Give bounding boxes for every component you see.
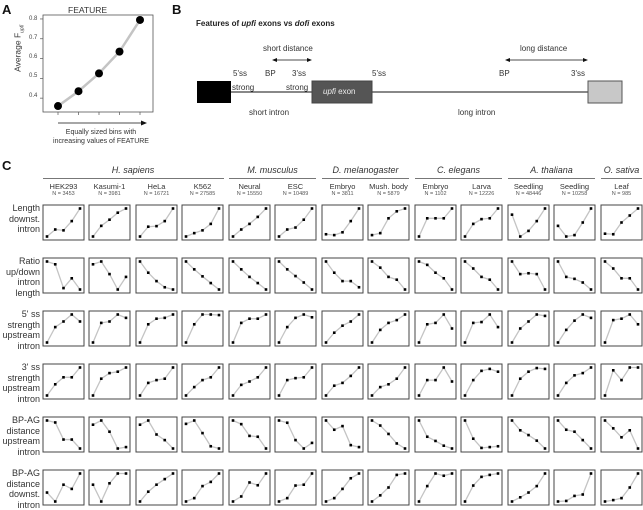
- xlabel-line1: Equally sized bins with: [40, 128, 162, 137]
- exon-upfi-em: upfi: [323, 87, 336, 96]
- mini-plot: [461, 311, 502, 346]
- mini-plot: [554, 311, 595, 346]
- column-n-count: N = 48446: [505, 191, 553, 198]
- row-label-line: strength: [0, 320, 40, 331]
- mini-plot: [275, 311, 316, 346]
- row-label-line: intron: [0, 447, 40, 458]
- ylabel-subscript: upfi: [19, 25, 25, 33]
- column-name: Embryo: [412, 182, 460, 191]
- mini-plot: [229, 470, 270, 505]
- mini-plot: [182, 258, 223, 293]
- exon-label-text: exon: [336, 87, 356, 96]
- mini-plot: [461, 205, 502, 240]
- ytick-2: 0.6: [29, 54, 37, 60]
- short-intron-label: short intron: [249, 108, 289, 117]
- panel-a-title: FEATURE: [68, 5, 107, 15]
- column-n-count: N = 3981: [86, 191, 134, 198]
- mini-plot: [554, 258, 595, 293]
- ss5-right-label: 5'ss: [372, 69, 386, 78]
- row-label-line: 3' ss: [0, 362, 40, 373]
- short-distance-label: short distance: [263, 44, 313, 53]
- ytick-4: 0.4: [29, 93, 37, 99]
- ytick-3: 0.5: [29, 73, 37, 79]
- mini-plot: [229, 364, 270, 399]
- species-o-sativa: O. sativa: [601, 165, 642, 175]
- long-intron-label: long intron: [458, 108, 495, 117]
- mini-plot: [461, 470, 502, 505]
- row-label-line: upstream: [0, 383, 40, 394]
- mini-plot: [601, 417, 642, 452]
- row-label-line: intron: [0, 394, 40, 405]
- ytick-0: 0.8: [29, 16, 37, 22]
- mini-plot: [89, 364, 130, 399]
- mini-plot: [508, 417, 549, 452]
- mini-plot: [89, 258, 130, 293]
- row-label-line: 5' ss: [0, 309, 40, 320]
- column-name: Larva: [458, 182, 506, 191]
- mini-plot: [508, 470, 549, 505]
- mini-plot: [43, 205, 84, 240]
- row-label-line: upstream: [0, 330, 40, 341]
- mini-plot: [508, 311, 549, 346]
- row-label-line: intron: [0, 341, 40, 352]
- column-n-count: N = 16721: [133, 191, 181, 198]
- column-name: HeLa: [133, 182, 181, 191]
- mini-plot: [322, 417, 363, 452]
- mini-plot: [415, 470, 456, 505]
- mini-plot: [601, 258, 642, 293]
- mini-plot: [136, 258, 177, 293]
- mini-plot: [275, 364, 316, 399]
- row-label-line: up/down: [0, 267, 40, 278]
- mini-plot: [229, 311, 270, 346]
- title-mid: exons vs: [256, 19, 295, 28]
- mini-plot: [322, 205, 363, 240]
- mini-plot: [182, 364, 223, 399]
- ss3-right-label: 3'ss: [571, 69, 585, 78]
- mini-plot: [182, 417, 223, 452]
- mini-plot: [89, 417, 130, 452]
- column-n-count: N = 985: [598, 191, 643, 198]
- row-label-line: distance: [0, 426, 40, 437]
- mini-plot: [275, 470, 316, 505]
- ss5-left-label: 5'ss: [233, 69, 247, 78]
- column-name: Kasumi-1: [86, 182, 134, 191]
- mini-plot: [322, 364, 363, 399]
- mini-plot: [43, 364, 84, 399]
- strong-label-2: strong: [286, 83, 308, 92]
- panel-b-label: B: [172, 2, 181, 17]
- mini-plot: [275, 417, 316, 452]
- title-upfi: upfi: [241, 19, 256, 28]
- mini-plot: [43, 258, 84, 293]
- row-label-line: intron: [0, 277, 40, 288]
- row-label-line: Length: [0, 203, 40, 214]
- title-suffix: exons: [309, 19, 334, 28]
- row-label-line: length: [0, 288, 40, 299]
- bp-left-label: BP: [265, 69, 276, 78]
- mini-plot: [136, 205, 177, 240]
- mini-plot: [43, 470, 84, 505]
- mini-plot: [182, 311, 223, 346]
- strong-label-1: strong: [232, 83, 254, 92]
- column-n-count: N = 10489: [272, 191, 320, 198]
- mini-plot: [415, 258, 456, 293]
- row-label-line: intron: [0, 224, 40, 235]
- mini-plot: [368, 311, 409, 346]
- column-n-count: N = 1102: [412, 191, 460, 198]
- column-n-count: N = 10258: [551, 191, 599, 198]
- species-c-elegans: C. elegans: [415, 165, 502, 175]
- mini-plot: [229, 417, 270, 452]
- species-h-sapiens: H. sapiens: [43, 165, 223, 175]
- mini-plot: [461, 364, 502, 399]
- mini-plot: [601, 364, 642, 399]
- mini-plot: [368, 364, 409, 399]
- mini-plot: [43, 311, 84, 346]
- mini-plot: [554, 205, 595, 240]
- ylabel-text: Average F: [13, 33, 23, 72]
- mini-plot: [89, 311, 130, 346]
- column-n-count: N = 15550: [226, 191, 274, 198]
- column-n-count: N = 3811: [319, 191, 367, 198]
- column-name: ESC: [272, 182, 320, 191]
- row-label-line: intron: [0, 500, 40, 510]
- mini-plot: [415, 205, 456, 240]
- mini-plot: [322, 311, 363, 346]
- mini-plot: [601, 311, 642, 346]
- mini-plot: [89, 205, 130, 240]
- mini-plot: [136, 311, 177, 346]
- column-name: Neural: [226, 182, 274, 191]
- row-label-line: distance: [0, 479, 40, 490]
- mini-plot: [554, 417, 595, 452]
- mini-plot: [461, 258, 502, 293]
- mini-plot: [368, 205, 409, 240]
- mini-plot: [601, 470, 642, 505]
- mini-plot: [508, 258, 549, 293]
- mini-plot: [229, 258, 270, 293]
- mini-plot: [415, 311, 456, 346]
- mini-plot: [89, 470, 130, 505]
- column-n-count: N = 3453: [40, 191, 88, 198]
- column-name: Seedling: [505, 182, 553, 191]
- mini-plot: [229, 205, 270, 240]
- row-label-line: downst.: [0, 214, 40, 225]
- xlabel-line2: increasing values of FEATURE: [40, 137, 162, 146]
- mini-plot: [136, 364, 177, 399]
- row-label-line: BP-AG: [0, 468, 40, 479]
- mini-plot: [508, 205, 549, 240]
- column-n-count: N = 27585: [179, 191, 227, 198]
- title-dofi: dofi: [295, 19, 310, 28]
- row-label-line: downst.: [0, 489, 40, 500]
- column-name: HEK293: [40, 182, 88, 191]
- mini-plot: [508, 364, 549, 399]
- mini-plot: [415, 417, 456, 452]
- mini-plot: [415, 364, 456, 399]
- column-name: Mush. body: [365, 182, 413, 191]
- mini-plot: [275, 258, 316, 293]
- column-n-count: N = 12226: [458, 191, 506, 198]
- column-name: Embryo: [319, 182, 367, 191]
- column-name: Leaf: [598, 182, 643, 191]
- mini-plot: [275, 205, 316, 240]
- ytick-1: 0.7: [29, 35, 37, 41]
- mini-plot: [368, 258, 409, 293]
- column-name: Seedling: [551, 182, 599, 191]
- mini-plot: [43, 417, 84, 452]
- row-label-line: Ratio: [0, 256, 40, 267]
- column-name: K562: [179, 182, 227, 191]
- mini-plot: [601, 205, 642, 240]
- mini-plot: [136, 417, 177, 452]
- species-a-thaliana: A. thaliana: [508, 165, 595, 175]
- species-d-melanogaster: D. melanogaster: [322, 165, 409, 175]
- row-label-line: upstream: [0, 436, 40, 447]
- column-n-count: N = 5879: [365, 191, 413, 198]
- ss3-left-label: 3'ss: [292, 69, 306, 78]
- long-distance-label: long distance: [520, 44, 567, 53]
- row-label-line: strength: [0, 373, 40, 384]
- panel-c-label: C: [2, 158, 11, 173]
- mini-plot: [368, 417, 409, 452]
- mini-plot: [136, 470, 177, 505]
- bp-right-label: BP: [499, 69, 510, 78]
- row-label-line: BP-AG: [0, 415, 40, 426]
- mini-plot: [182, 205, 223, 240]
- mini-plot: [182, 470, 223, 505]
- title-prefix: Features of: [196, 19, 241, 28]
- mini-plot: [461, 417, 502, 452]
- mini-plot: [554, 364, 595, 399]
- mini-plot: [554, 470, 595, 505]
- panel-a-label: A: [2, 2, 11, 17]
- species-m-musculus: M. musculus: [229, 165, 316, 175]
- mini-plot: [322, 470, 363, 505]
- mini-plot: [322, 258, 363, 293]
- mini-plot: [368, 470, 409, 505]
